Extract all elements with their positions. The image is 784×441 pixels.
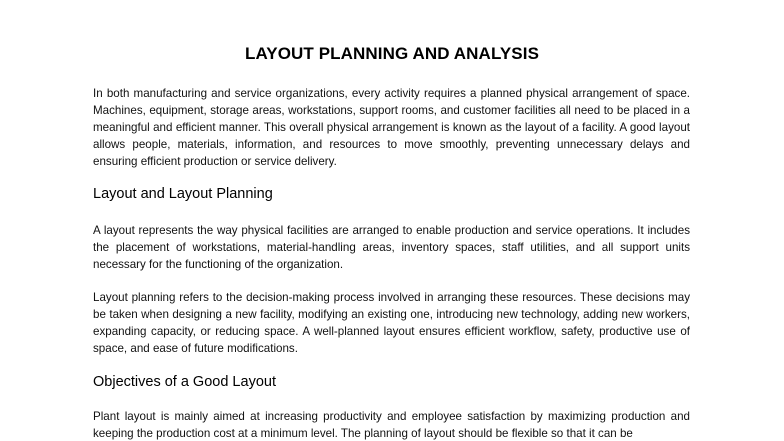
layout-definition-paragraph: A layout represents the way physical facilities are arranged to enable production and service operations. It includes the placement of workstations, material-handling areas, inventory spaces, staff utilities, and all support units necessary for the functioning of the organization. (93, 224, 690, 271)
objectives-paragraph: Plant layout is mainly aimed at increasing productivity and employee satisfaction by maximizing production and keeping the production cost at a minimum level. The planning of layout should be flexible so that it can be (93, 410, 690, 440)
document-title: LAYOUT PLANNING AND ANALYSIS (244, 44, 540, 63)
layout-planning-paragraph: Layout planning refers to the decision-making process involved in arranging these resources. These decisions may be taken when designing a new facility, modifying an existing one, introducing new technology, adding new workers, expanding capacity, or reducing space. A well-planned layout ensures efficient workflow, safety, productive use of space, and ease of future modifications. (93, 291, 690, 355)
section-heading-layout-planning: Layout and Layout Planning (93, 186, 273, 202)
section-heading-objectives: Objectives of a Good Layout (93, 374, 276, 390)
intro-paragraph: In both manufacturing and service organizations, every activity requires a planned physical arrangement of space. Machines, equipment, storage areas, workstations, support rooms, and customer facilities all need to be placed in a meaningful and efficient manner. This overall physical arrangement is known as the layout of a facility. A good layout allows people, materials, information, and resources to move smoothly, preventing unnecessary delays and ensuring efficient production or service delivery. (93, 87, 690, 168)
